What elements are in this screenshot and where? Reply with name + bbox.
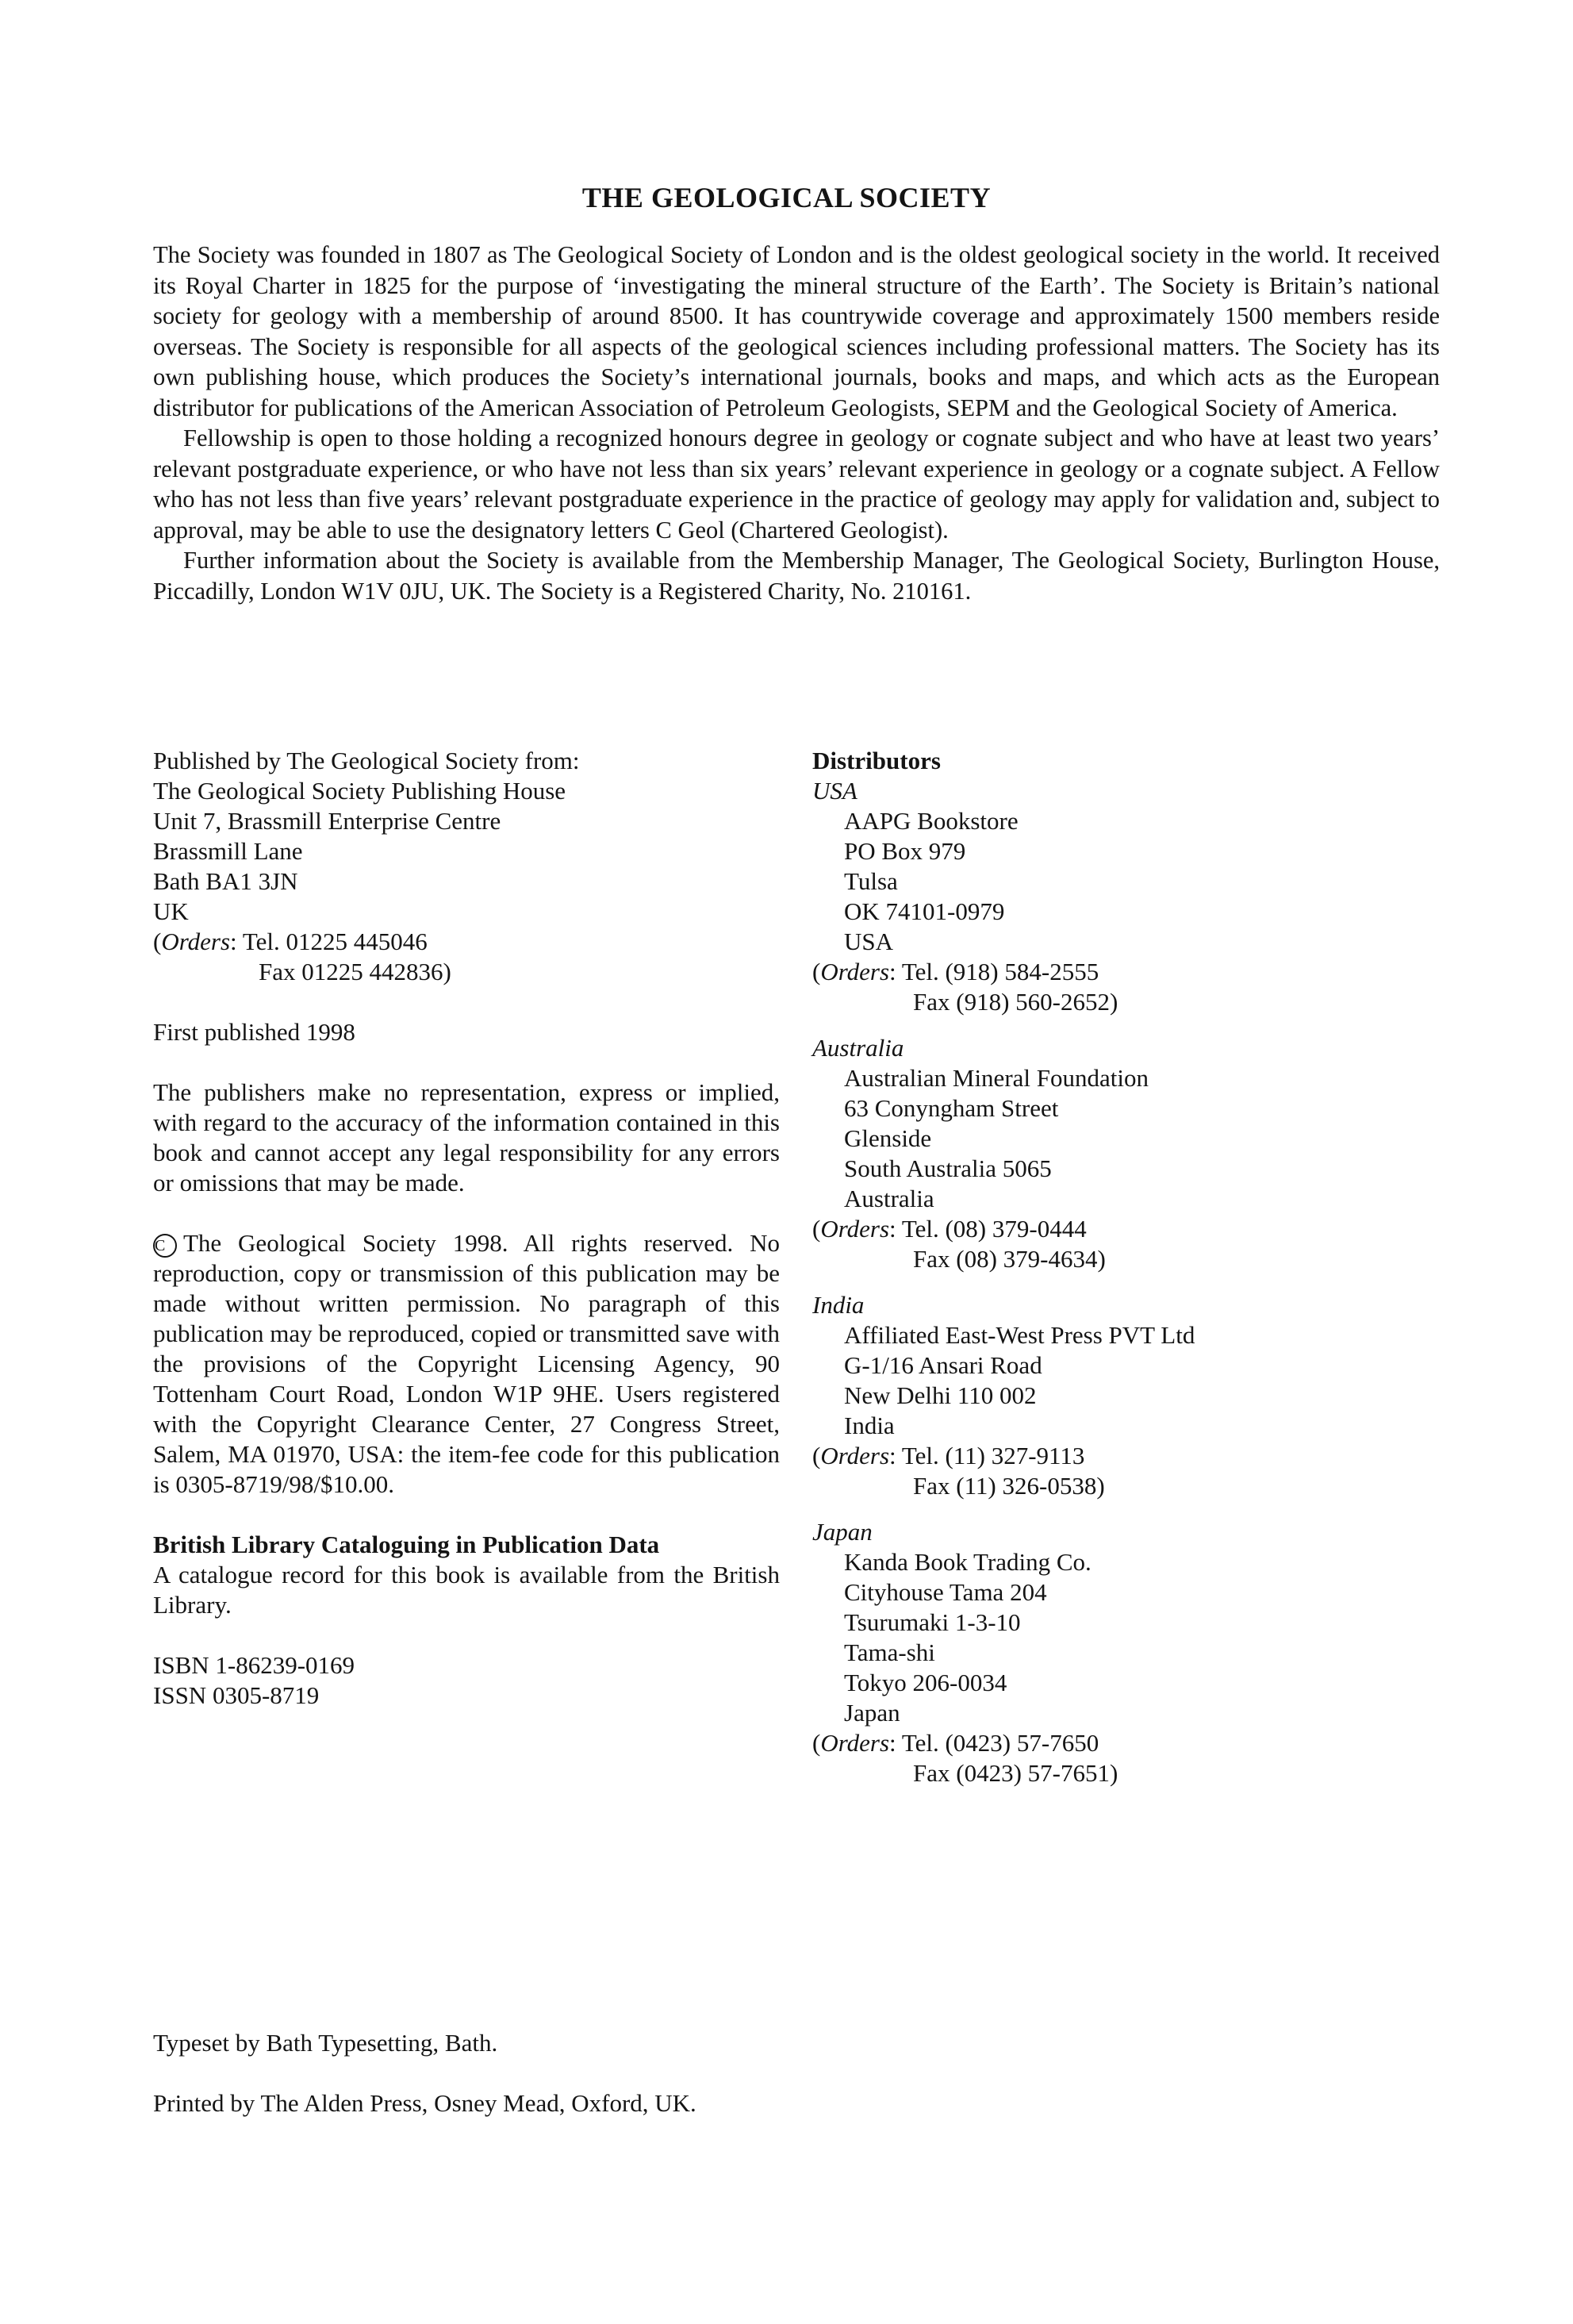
intro-paragraph-founding: The Society was founded in 1807 as The Geological Society of London and is the oldest geological society in the world. It received its Royal Charter in 1825 for the purpose of ‘investigating the mineral structure of the Earth’. The Society is Britain’s national society for geology with a membership of around 8500. It has countrywide coverage and approximately 1500 members reside overseas. The Society is responsible for all aspects of the geological sciences including professional matters. The Society has its own publishing house, which produces the Society’s international journals, books and maps, and which acts as the European distributor for publications of the American Association of Petroleum Geologists, SEPM and the Geological Society of America. xyxy=(153,241,1440,421)
address-line: Japan xyxy=(844,1699,900,1727)
fax-number: Fax (11) 326-0538) xyxy=(913,1472,1105,1500)
publisher-fax: Fax 01225 442836) xyxy=(259,958,451,985)
publisher-column xyxy=(153,746,780,1711)
address-line: Affiliated East-West Press PVT Ltd xyxy=(844,1321,1195,1349)
tel-number: : Tel. (11) 327-9113 xyxy=(889,1442,1085,1469)
intro-paragraph-fellowship: Fellowship is open to those holding a recognized honours degree in geology or cognate subject and who have at least two years’ relevant postgraduate experience, or who have not less than six years’ relevant experience in geology or a cognate subject. A Fellow who has not less than five years’ relevant postgraduate experience in the practice of geology may apply for validation and, subject to approval, may be able to use the designatory letters C Geol (Chartered Geologist). xyxy=(153,424,1440,544)
copyright-text: The Geological Society 1998. All rights reserved. No reproduction, copy or transmission of this publication may be made without written permission. No paragraph of this publication may be reproduced, copied or transmitted save with the provisions of the Copyright Licensing Agency, 90 Tottenham Court Road, London W1P 9HE. Users registered with the Copyright Clearance Center, 27 Congress Street, Salem, MA 01970, USA: the item-fee code for this publication is 0305-8719/98/$10.00. xyxy=(153,1229,780,1498)
region-name: India xyxy=(812,1291,865,1319)
tel-number: : Tel. (0423) 57-7650 xyxy=(889,1729,1099,1757)
address-line: Kanda Book Trading Co. xyxy=(844,1548,1092,1576)
orders-label: Orders xyxy=(820,1442,890,1469)
address-line: AAPG Bookstore xyxy=(844,807,1019,835)
orders-label: Orders xyxy=(161,928,231,955)
address-line: Glenside xyxy=(844,1124,932,1152)
printer-credit: Printed by The Alden Press, Osney Mead, Oxford, UK. xyxy=(153,2089,696,2117)
orders-label: Orders xyxy=(820,958,890,985)
distributor-usa xyxy=(812,776,1439,1017)
society-description xyxy=(153,240,1440,606)
orders-label: Orders xyxy=(820,1215,890,1243)
page-title: THE GEOLOGICAL SOCIETY xyxy=(581,182,992,213)
distributor-india xyxy=(812,1290,1439,1501)
region-name: USA xyxy=(812,777,857,805)
cip-text: A catalogue record for this book is available from the British Library. xyxy=(153,1561,780,1619)
fax-number: Fax (918) 560-2652) xyxy=(913,988,1118,1016)
address-line: PO Box 979 xyxy=(844,837,966,865)
tel-number: : Tel. (08) 379-0444 xyxy=(889,1215,1087,1243)
copyright-notice xyxy=(153,1228,780,1500)
intro-paragraph-further-info: Further information about the Society is available from the Membership Manager, The Geological Society, Burlington House, Piccadilly, London W1V 0JU, UK. The Society is a Registered Charity, No. 210161. xyxy=(153,547,1440,605)
orders-label: Orders xyxy=(820,1729,890,1757)
publisher-orders-tel: (Orders: Tel. 01225 445046 xyxy=(153,928,428,955)
region-name: Australia xyxy=(812,1034,904,1062)
address-line: Tulsa xyxy=(844,867,898,895)
disclaimer-text: The publishers make no representation, express or implied, with regard to the accuracy of the information contained in this book and cannot accept any legal responsibility for any errors or omissions that may be made. xyxy=(153,1078,780,1197)
address-line: Cityhouse Tama 204 xyxy=(844,1578,1047,1606)
copyright-icon: C xyxy=(153,1234,177,1258)
address-line: Tama-shi xyxy=(844,1638,935,1666)
publisher-line: Unit 7, Brassmill Enterprise Centre xyxy=(153,807,501,835)
publisher-line: Published by The Geological Society from: xyxy=(153,747,580,774)
publisher-line: Brassmill Lane xyxy=(153,837,303,865)
fax-number: Fax (08) 379-4634) xyxy=(913,1245,1106,1273)
address-line: G-1/16 Ansari Road xyxy=(844,1351,1042,1379)
issn: ISSN 0305-8719 xyxy=(153,1681,320,1709)
address-line: 63 Conyngham Street xyxy=(844,1094,1059,1122)
orders-tel: (Orders: Tel. (08) 379-0444 xyxy=(812,1215,1087,1243)
orders-tel: (Orders: Tel. (918) 584-2555 xyxy=(812,958,1099,985)
address-line: Australia xyxy=(844,1185,934,1212)
address-line: India xyxy=(844,1412,895,1439)
publisher-tel: : Tel. 01225 445046 xyxy=(230,928,428,955)
fax-number: Fax (0423) 57-7651) xyxy=(913,1759,1118,1787)
address-line: South Australia 5065 xyxy=(844,1154,1052,1182)
address-line: OK 74101-0979 xyxy=(844,897,1005,925)
printing-credits xyxy=(153,2028,780,2118)
region-name: Japan xyxy=(812,1518,873,1546)
publisher-line: The Geological Society Publishing House xyxy=(153,777,566,805)
address-line: New Delhi 110 002 xyxy=(844,1381,1037,1409)
isbn: ISBN 1-86239-0169 xyxy=(153,1651,355,1679)
distributor-australia xyxy=(812,1033,1439,1274)
orders-tel: (Orders: Tel. (0423) 57-7650 xyxy=(812,1729,1099,1757)
cip-heading: British Library Cataloguing in Publication Data xyxy=(153,1531,660,1558)
distributors-heading: Distributors xyxy=(812,747,941,774)
tel-number: : Tel. (918) 584-2555 xyxy=(889,958,1099,985)
orders-tel: (Orders: Tel. (11) 327-9113 xyxy=(812,1442,1085,1469)
address-line: Tokyo 206-0034 xyxy=(844,1669,1007,1696)
address-line: USA xyxy=(844,928,894,955)
address-line: Tsurumaki 1-3-10 xyxy=(844,1608,1021,1636)
address-line: Australian Mineral Foundation xyxy=(844,1064,1149,1092)
distributors-column xyxy=(812,746,1439,1788)
publisher-line: UK xyxy=(153,897,189,925)
first-published: First published 1998 xyxy=(153,1018,355,1046)
distributor-japan xyxy=(812,1517,1439,1788)
publisher-line: Bath BA1 3JN xyxy=(153,867,298,895)
typeset-credit: Typeset by Bath Typesetting, Bath. xyxy=(153,2029,498,2057)
